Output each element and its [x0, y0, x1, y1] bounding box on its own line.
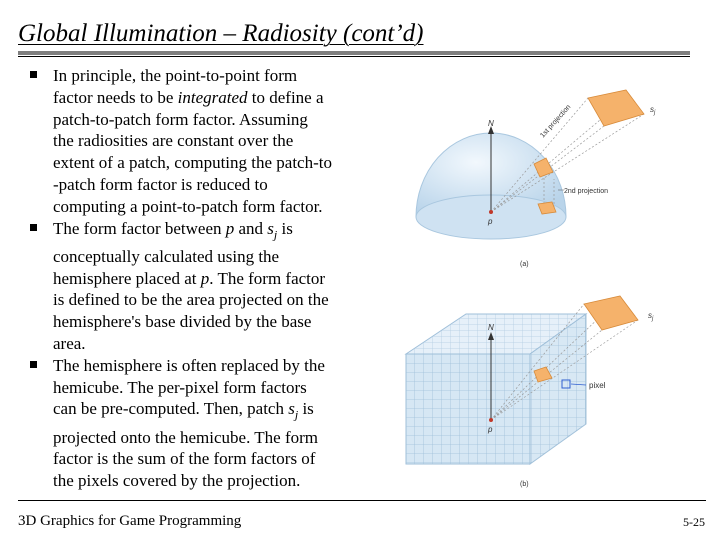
bullet-text: conceptually calculated using the: [53, 246, 280, 266]
bullet-item: [30, 65, 390, 218]
radiosity-figure: [396, 84, 700, 494]
bullet-line: [53, 130, 390, 152]
point-p-b: [489, 418, 493, 422]
patch-label-b: $s_j$: [648, 311, 654, 322]
second-projection-label: 2nd projection: [564, 188, 608, 195]
bullet-marker: [30, 71, 37, 78]
point-label-b: p: [488, 425, 493, 434]
first-projection-label: 1st projection: [539, 103, 573, 140]
bullet-text: factor is the sum of the form factors of: [53, 449, 316, 469]
bullet-text: factor needs to be: [53, 87, 178, 107]
bullet-line: [53, 427, 390, 449]
bullet-marker: [30, 224, 37, 231]
title-rule-thin: [18, 56, 690, 57]
bullet-text: extent of a patch, computing the patch-to: [53, 153, 332, 173]
bullet-text: the pixels covered by the projection.: [53, 471, 301, 491]
caption-b: (b): [520, 481, 529, 488]
bullet-line: [53, 448, 390, 470]
bullet-text: can be pre-computed. Then, patch: [53, 399, 289, 419]
bullet-text: hemisphere's base divided by the base: [53, 312, 312, 332]
bullet-text: j: [294, 407, 299, 422]
pixel-label: pixel: [589, 381, 606, 390]
bullet-line: [53, 152, 390, 174]
bullet-text: projected onto the hemicube. The form: [53, 427, 318, 447]
patch-label-a: $s_j$: [650, 105, 656, 116]
bullet-text: p: [225, 218, 235, 238]
patch-sj-a: [588, 90, 644, 126]
bullet-text: hemisphere placed at: [53, 268, 201, 288]
bullet-text: p: [200, 268, 210, 288]
page-number: 5-25: [683, 515, 705, 529]
bullet-text: is: [277, 218, 293, 238]
normal-label-b: N: [488, 323, 494, 332]
bullet-text: is: [298, 399, 314, 419]
bullet-line: [53, 109, 390, 131]
figure-a-hemisphere: [416, 90, 656, 268]
bullet-line: [53, 355, 390, 377]
bullet-line: [53, 218, 390, 246]
bullet-text: The form factor between: [53, 218, 226, 238]
bullet-line: [53, 333, 390, 355]
bullet-text: to define a: [247, 87, 324, 107]
hemicube-front: [406, 354, 530, 464]
bullet-text: patch-to-patch form factor. Assuming: [53, 109, 308, 129]
bullet-line: [53, 65, 390, 87]
bullet-text: the radiosities are constant over the: [53, 131, 294, 151]
bullet-list: [30, 65, 390, 492]
bullet-text: The hemisphere is often replaced by the: [53, 355, 325, 375]
bullet-text: is defined to be the area projected on the: [53, 290, 329, 310]
bullet-marker: [30, 361, 37, 368]
footer-rule: [18, 500, 706, 501]
bullet-text: s: [288, 399, 295, 419]
figure-b-hemicube: [406, 296, 654, 488]
bullet-text: . The form factor: [209, 268, 326, 288]
bullet-line: [53, 311, 390, 333]
bullet-text: hemicube. The per-pixel form factors: [53, 377, 307, 397]
normal-label-a: N: [488, 119, 494, 128]
bullet-text: and: [234, 218, 268, 238]
footer-course-title: 3D Graphics for Game Programming: [18, 513, 242, 529]
bullet-text: computing a point-to-patch form factor.: [53, 196, 323, 216]
bullet-line: [53, 470, 390, 492]
bullet-line: [53, 174, 390, 196]
bullet-text: In principle, the point-to-point form: [53, 66, 298, 85]
bullet-line: [53, 196, 390, 218]
point-label-a: p: [488, 217, 493, 226]
bullet-line: [53, 377, 390, 399]
bullet-line: [53, 268, 390, 290]
patch-sj-b: [584, 296, 638, 330]
bullet-text: -patch form factor is reduced to: [53, 174, 268, 194]
point-p-a: [489, 210, 493, 214]
title-rule: [18, 51, 690, 55]
bullet-line: [53, 398, 390, 426]
caption-a: (a): [520, 261, 529, 268]
bullet-line: [53, 289, 390, 311]
bullet-text: j: [273, 226, 278, 241]
bullet-item: [30, 355, 390, 492]
bullet-text: integrated: [177, 87, 248, 107]
slide-title: Global Illumination – Radiosity (cont’d): [18, 20, 424, 47]
bullet-text: s: [267, 218, 274, 238]
bullet-line: [53, 87, 390, 109]
bullet-item: [30, 218, 390, 355]
bullet-line: [53, 246, 390, 268]
bullet-text: area.: [53, 333, 86, 353]
